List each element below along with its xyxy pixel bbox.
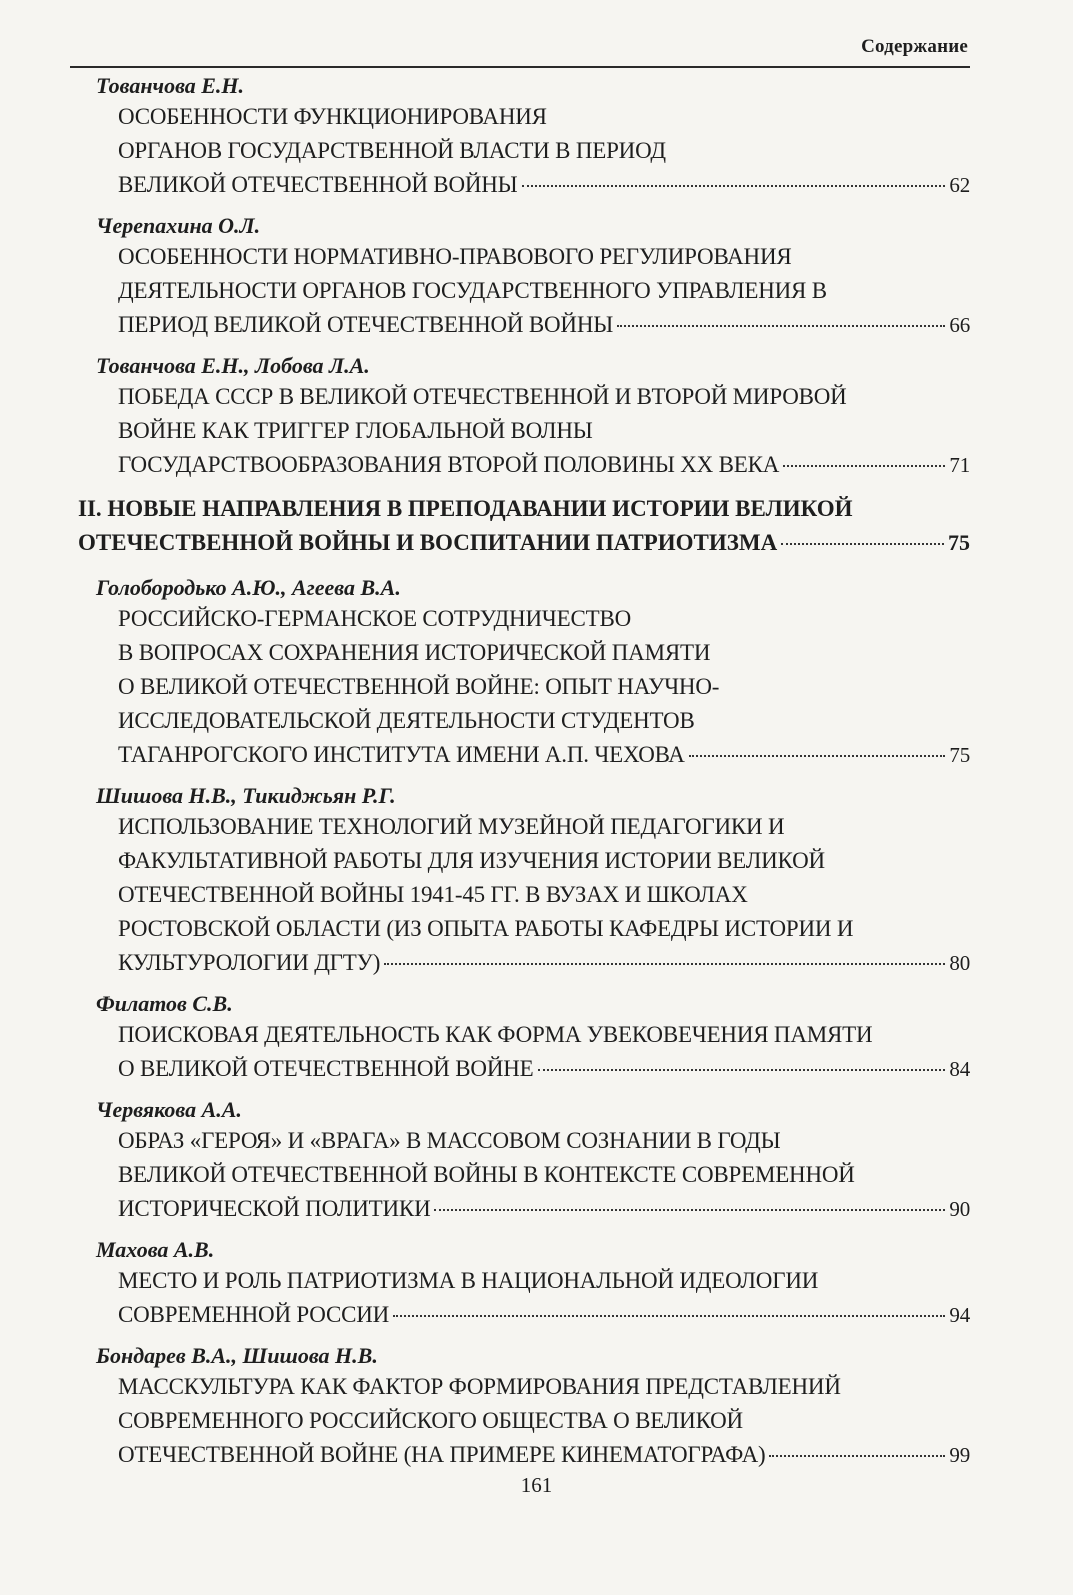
entry-page-number: 71: [949, 453, 970, 477]
entry-title-last-line: [70, 1192, 970, 1226]
entry-title-line: ИССЛЕДОВАТЕЛЬСКОЙ ДЕЯТЕЛЬНОСТИ СТУДЕНТОВ: [118, 708, 695, 733]
entry-title-line: ДЕЯТЕЛЬНОСТИ ОРГАНОВ ГОСУДАРСТВЕННОГО УПРАВЛЕНИЯ В: [118, 278, 827, 303]
dot-leader: [393, 1315, 945, 1317]
entry-title-line: ФАКУЛЬТАТИВНОЙ РАБОТЫ ДЛЯ ИЗУЧЕНИЯ ИСТОРИИ ВЕЛИКОЙ: [118, 848, 825, 873]
entry-author: Бондарев В.А., Шишова Н.В.: [96, 1343, 378, 1368]
entry-title-line: О ВЕЛИКОЙ ОТЕЧЕСТВЕННОЙ ВОЙНЕ: ОПЫТ НАУЧНО-: [118, 674, 720, 699]
entry-title-last-line: [70, 448, 970, 482]
section-title-text: ОТЕЧЕСТВЕННОЙ ВОЙНЫ И ВОСПИТАНИИ ПАТРИОТИЗМА: [78, 530, 778, 555]
entry-title-last-line: [70, 168, 970, 202]
entry-title-line: ПОБЕДА СССР В ВЕЛИКОЙ ОТЕЧЕСТВЕННОЙ И ВТОРОЙ МИРОВОЙ: [118, 384, 847, 409]
entry-title-text: ОТЕЧЕСТВЕННОЙ ВОЙНЕ (НА ПРИМЕРЕ КИНЕМАТОГРАФА): [118, 1442, 766, 1467]
toc-entry: [70, 212, 970, 342]
entry-author: Филатов С.В.: [96, 991, 233, 1016]
entry-title-text: ПЕРИОД ВЕЛИКОЙ ОТЕЧЕСТВЕННОЙ ВОЙНЫ: [118, 312, 614, 337]
entry-title-line: ВОЙНЕ КАК ТРИГГЕР ГЛОБАЛЬНОЙ ВОЛНЫ: [118, 418, 593, 443]
entry-author: Шишова Н.В., Тикиджьян Р.Г.: [96, 783, 396, 808]
entry-title-line: СОВРЕМЕННОГО РОССИЙСКОГО ОБЩЕСТВА О ВЕЛИКОЙ: [118, 1408, 743, 1433]
entry-title-line: ПОИСКОВАЯ ДЕЯТЕЛЬНОСТЬ КАК ФОРМА УВЕКОВЕЧЕНИЯ ПАМЯТИ: [118, 1022, 873, 1047]
dot-leader: [781, 543, 944, 545]
entry-author: Тованчова Е.Н.: [96, 73, 245, 98]
entry-title-line: ОБРАЗ «ГЕРОЯ» И «ВРАГА» В МАССОВОМ СОЗНАНИИ В ГОДЫ: [118, 1128, 781, 1153]
dot-leader: [384, 963, 945, 965]
entry-page-number: 62: [949, 173, 970, 197]
header-rule: [70, 66, 970, 68]
entry-title-text: ВЕЛИКОЙ ОТЕЧЕСТВЕННОЙ ВОЙНЫ: [118, 172, 518, 197]
entry-title-text: ИСТОРИЧЕСКОЙ ПОЛИТИКИ: [118, 1196, 431, 1221]
entry-title-line: ОРГАНОВ ГОСУДАРСТВЕННОЙ ВЛАСТИ В ПЕРИОД: [118, 138, 666, 163]
entry-title-last-line: [70, 1052, 970, 1086]
entry-title-text: КУЛЬТУРОЛОГИИ ДГТУ): [118, 950, 381, 975]
entry-author: Махова А.В.: [96, 1237, 215, 1262]
dot-leader: [783, 465, 945, 467]
entry-title-line: В ВОПРОСАХ СОХРАНЕНИЯ ИСТОРИЧЕСКОЙ ПАМЯТИ: [118, 640, 711, 665]
entry-title-line: РОСТОВСКОЙ ОБЛАСТИ (ИЗ ОПЫТА РАБОТЫ КАФЕДРЫ ИСТОРИИ И: [118, 916, 854, 941]
toc-entry: [70, 352, 970, 482]
entry-title-line: ВЕЛИКОЙ ОТЕЧЕСТВЕННОЙ ВОЙНЫ В КОНТЕКСТЕ СОВРЕМЕННОЙ: [118, 1162, 855, 1187]
entry-title-text: ТАГАНРОГСКОГО ИНСТИТУТА ИМЕНИ А.П. ЧЕХОВА: [118, 742, 685, 767]
page-number: 161: [520, 1473, 553, 1497]
entry-page-number: 84: [949, 1057, 970, 1081]
entry-author: Тованчова Е.Н., Лобова Л.А.: [96, 353, 370, 378]
toc-entry: [70, 72, 970, 202]
entry-title-line: ОСОБЕННОСТИ НОРМАТИВНО-ПРАВОВОГО РЕГУЛИРОВАНИЯ: [118, 244, 792, 269]
entry-page-number: 90: [949, 1197, 970, 1221]
dot-leader: [434, 1209, 945, 1211]
running-head: Содержание: [861, 36, 968, 57]
entry-title-last-line: [70, 946, 970, 980]
entry-author: Голобородько А.Ю., Агеева В.А.: [96, 575, 401, 600]
entry-title-text: О ВЕЛИКОЙ ОТЕЧЕСТВЕННОЙ ВОЙНЕ: [118, 1056, 534, 1081]
entry-author: Червякова А.А.: [96, 1097, 242, 1122]
entry-title-text: СОВРЕМЕННОЙ РОССИИ: [118, 1302, 390, 1327]
entry-title-line: ИСПОЛЬЗОВАНИЕ ТЕХНОЛОГИЙ МУЗЕЙНОЙ ПЕДАГОГИКИ И: [118, 814, 785, 839]
entry-title-line: ОТЕЧЕСТВЕННОЙ ВОЙНЫ 1941-45 ГГ. В ВУЗАХ И ШКОЛАХ: [118, 882, 748, 907]
toc-entry: [70, 1342, 970, 1472]
toc-entry: [70, 574, 970, 772]
section-heading: [70, 492, 970, 560]
section-title-line: II. НОВЫЕ НАПРАВЛЕНИЯ В ПРЕПОДАВАНИИ ИСТОРИИ ВЕЛИКОЙ: [78, 496, 853, 521]
toc-entry: [70, 1096, 970, 1226]
entry-page-number: 75: [949, 743, 970, 767]
dot-leader: [538, 1069, 946, 1071]
entry-page-number: 66: [949, 313, 970, 337]
entry-page-number: 99: [949, 1443, 970, 1467]
entry-title-text: ГОСУДАРСТВООБРАЗОВАНИЯ ВТОРОЙ ПОЛОВИНЫ XX ВЕКА: [118, 452, 780, 477]
entry-title-line: МЕСТО И РОЛЬ ПАТРИОТИЗМА В НАЦИОНАЛЬНОЙ ИДЕОЛОГИИ: [118, 1268, 819, 1293]
toc-entry: [70, 782, 970, 980]
entry-title-last-line: [70, 1438, 970, 1472]
entry-title-line: ОСОБЕННОСТИ ФУНКЦИОНИРОВАНИЯ: [118, 104, 547, 129]
table-of-contents: [70, 72, 970, 1482]
dot-leader: [522, 185, 946, 187]
entry-page-number: 94: [949, 1303, 970, 1327]
entry-author: Черепахина О.Л.: [96, 213, 261, 238]
entry-title-last-line: [70, 308, 970, 342]
entry-title-line: МАССКУЛЬТУРА КАК ФАКТОР ФОРМИРОВАНИЯ ПРЕДСТАВЛЕНИЙ: [118, 1374, 841, 1399]
section-title-last-line: [78, 526, 970, 560]
section-page-number: 75: [948, 530, 970, 555]
entry-page-number: 80: [949, 951, 970, 975]
dot-leader: [769, 1455, 945, 1457]
entry-title-last-line: [70, 1298, 970, 1332]
dot-leader: [689, 755, 946, 757]
toc-entry: [70, 990, 970, 1086]
dot-leader: [617, 325, 945, 327]
toc-entry: [70, 1236, 970, 1332]
entry-title-last-line: [70, 738, 970, 772]
entry-title-line: РОССИЙСКО-ГЕРМАНСКОЕ СОТРУДНИЧЕСТВО: [118, 606, 631, 631]
